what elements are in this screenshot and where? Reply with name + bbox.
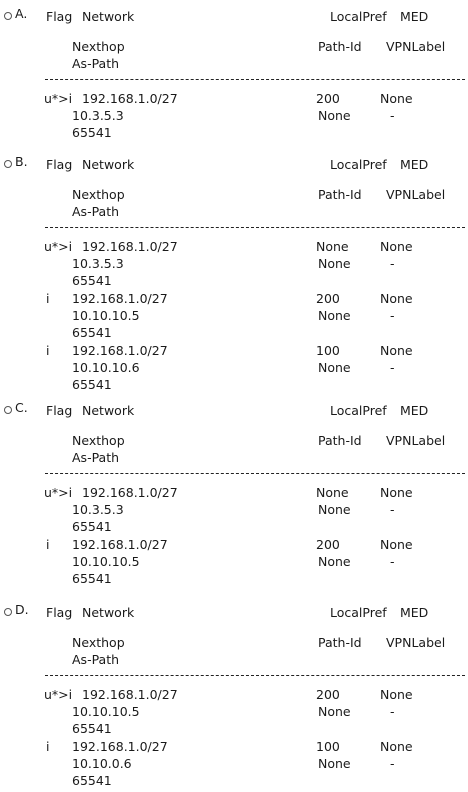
route-vpnlabel: - [390,308,395,323]
dashed-divider [45,473,465,474]
route-aspath: 65541 [72,125,112,140]
route-network: 192.168.1.0/27 [72,343,168,358]
route-localpref: 100 [316,739,340,754]
column-header-network: Network [82,157,135,172]
route-localpref: None [316,239,349,254]
column-header-vpnlabel: VPNLabel [386,187,446,202]
route-med: None [380,485,413,500]
route-vpnlabel: - [390,108,395,123]
option-letter: A. [15,6,28,21]
route-localpref: 100 [316,343,340,358]
route-network: 192.168.1.0/27 [72,739,168,754]
route-pathid: None [318,108,351,123]
column-header-localpref: LocalPref [330,605,387,620]
route-flag: i [46,343,50,358]
route-localpref: 200 [316,291,340,306]
route-aspath: 65541 [72,273,112,288]
column-header-pathid: Path-Id [318,187,362,202]
column-header-localpref: LocalPref [330,403,387,418]
route-network: 192.168.1.0/27 [82,485,178,500]
route-network: 192.168.1.0/27 [72,537,168,552]
column-header-network: Network [82,403,135,418]
route-aspath: 65541 [72,721,112,736]
route-pathid: None [318,256,351,271]
column-header-nexthop: Nexthop [72,433,125,448]
route-pathid: None [318,554,351,569]
route-aspath: 65541 [72,377,112,392]
route-pathid: None [318,704,351,719]
route-network: 192.168.1.0/27 [82,687,178,702]
column-header-med: MED [400,403,429,418]
route-nexthop: 10.3.5.3 [72,256,124,271]
dashed-divider [45,675,465,676]
column-header-nexthop: Nexthop [72,39,125,54]
route-med: None [380,239,413,254]
option-letter: D. [15,602,29,617]
column-header-nexthop: Nexthop [72,635,125,650]
route-med: None [380,343,413,358]
route-network: 192.168.1.0/27 [82,91,178,106]
option-letter: B. [15,154,28,169]
route-network: 192.168.1.0/27 [82,239,178,254]
route-vpnlabel: - [390,756,395,771]
radio-button[interactable] [4,608,12,616]
route-med: None [380,739,413,754]
column-header-vpnlabel: VPNLabel [386,433,446,448]
route-aspath: 65541 [72,571,112,586]
route-med: None [380,537,413,552]
route-vpnlabel: - [390,360,395,375]
route-vpnlabel: - [390,554,395,569]
route-flag: i [46,537,50,552]
column-header-flag: Flag [46,9,73,24]
column-header-vpnlabel: VPNLabel [386,635,446,650]
column-header-pathid: Path-Id [318,39,362,54]
column-header-flag: Flag [46,605,73,620]
column-header-med: MED [400,157,429,172]
column-header-pathid: Path-Id [318,635,362,650]
column-header-aspath: As-Path [72,204,120,219]
route-flag: u*>i [44,239,73,254]
radio-button[interactable] [4,12,12,20]
column-header-network: Network [82,605,135,620]
column-header-pathid: Path-Id [318,433,362,448]
column-header-med: MED [400,9,429,24]
route-flag: u*>i [44,687,73,702]
column-header-flag: Flag [46,403,73,418]
route-flag: u*>i [44,91,73,106]
route-vpnlabel: - [390,256,395,271]
route-nexthop: 10.10.10.6 [72,360,140,375]
route-med: None [380,91,413,106]
column-header-network: Network [82,9,135,24]
route-flag: i [46,291,50,306]
route-vpnlabel: - [390,502,395,517]
column-header-flag: Flag [46,157,73,172]
route-localpref: 200 [316,687,340,702]
column-header-localpref: LocalPref [330,9,387,24]
route-nexthop: 10.3.5.3 [72,502,124,517]
route-med: None [380,291,413,306]
column-header-vpnlabel: VPNLabel [386,39,446,54]
route-nexthop: 10.3.5.3 [72,108,124,123]
route-aspath: 65541 [72,773,112,788]
route-network: 192.168.1.0/27 [72,291,168,306]
route-pathid: None [318,756,351,771]
route-localpref: 200 [316,537,340,552]
option-letter: C. [15,400,28,415]
route-aspath: 65541 [72,519,112,534]
column-header-aspath: As-Path [72,652,120,667]
route-pathid: None [318,308,351,323]
route-nexthop: 10.10.10.5 [72,308,140,323]
radio-button[interactable] [4,406,12,414]
route-aspath: 65541 [72,325,112,340]
route-vpnlabel: - [390,704,395,719]
radio-button[interactable] [4,160,12,168]
column-header-med: MED [400,605,429,620]
route-localpref: None [316,485,349,500]
watermark-text [0,660,468,792]
column-header-localpref: LocalPref [330,157,387,172]
route-med: None [380,687,413,702]
route-flag: u*>i [44,485,73,500]
dashed-divider [45,227,465,228]
route-flag: i [46,739,50,754]
column-header-nexthop: Nexthop [72,187,125,202]
dashed-divider [45,79,465,80]
route-pathid: None [318,502,351,517]
route-pathid: None [318,360,351,375]
column-header-aspath: As-Path [72,56,120,71]
route-nexthop: 10.10.0.6 [72,756,132,771]
route-nexthop: 10.10.10.5 [72,704,140,719]
route-nexthop: 10.10.10.5 [72,554,140,569]
column-header-aspath: As-Path [72,450,120,465]
route-localpref: 200 [316,91,340,106]
watermark-text [0,537,468,792]
